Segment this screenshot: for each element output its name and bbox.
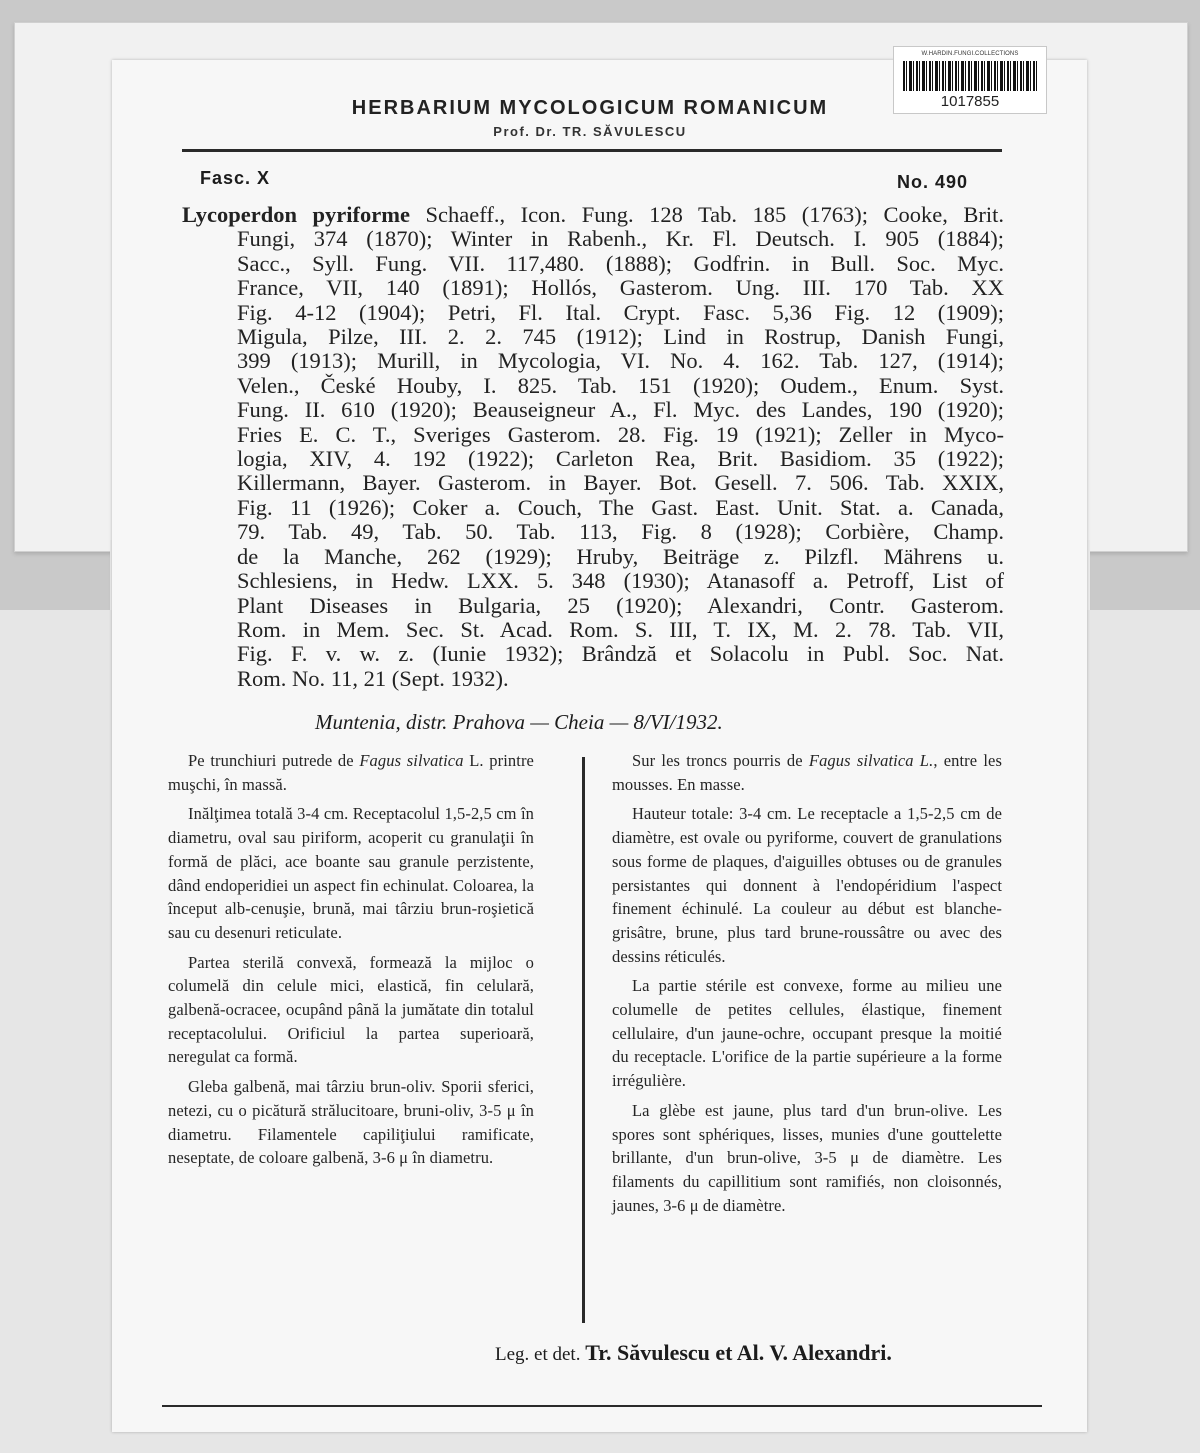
literature-line: Fungi, 374 (1870); Winter in Rabenh., Kr. Fl. Deutsch. I. 905 (1884); xyxy=(237,226,1004,252)
column-divider xyxy=(582,757,585,1323)
collector-line: Leg. et det. Tr. Săvulescu et Al. V. Alexandri. xyxy=(495,1340,892,1365)
literature-line: Schlesiens, in Hedw. LXX. 5. 348 (1930); Atanasoff a. Petroff, List of xyxy=(237,568,1004,594)
host-name: Fagus silvatica xyxy=(359,751,464,770)
literature-line: Fries E. C. T., Sveriges Gasterom. 28. Fig. 19 (1921); Zeller in Myco- xyxy=(237,421,1004,447)
habitat-paragraph-ro: Pe trunchiuri putrede de Fagus silvatica L. printre muşchi, în massă. xyxy=(168,751,534,794)
barcode-label xyxy=(893,46,1047,114)
barcode-caption: W.HARDIN.FUNGI.COLLECTIONS xyxy=(921,51,1019,57)
literature-line: Killermann, Bayer. Gasterom. in Bayer. Bot. Gesell. 7. 506. Tab. XXIX, xyxy=(237,470,1004,496)
footer-rule xyxy=(162,1405,1042,1407)
habitat-paragraph-fr: Sur les troncs pourris de Fagus silvatica L., entre les mousses. En masse. xyxy=(612,751,1002,794)
fascicle-label: Fasc. X xyxy=(200,168,271,188)
literature-line: de la Manche, 262 (1929); Hruby, Beiträge z. Pilzfl. Mährens u. xyxy=(237,543,1004,569)
literature-line: Fig. 4-12 (1904); Petri, Fl. Ital. Crypt. Fasc. 5,36 Fig. 12 (1909); xyxy=(237,299,1004,325)
barcode-number: 1017855 xyxy=(940,93,1000,110)
french-description xyxy=(612,749,1002,1223)
literature-block xyxy=(182,203,1004,691)
literature-line: Sacc., Syll. Fung. VII. 117,480. (1888); Godfrin. in Bull. Soc. Myc. xyxy=(237,250,1004,276)
literature-line: Fig. 11 (1926); Coker a. Couch, The Gast. East. Unit. Stat. a. Canada, xyxy=(237,494,1004,520)
description-paragraph-ro: Partea sterilă convexă, formează la mijloc o columelă din celule mici, elastică, fin celulară, galbenă-ocracee, ocupând până la jumătate din totalul receptacolului. Orificiul la partea superioară, neregulat ca formă. xyxy=(168,952,534,1067)
literature-line: Plant Diseases in Bulgaria, 25 (1920); Alexandri, Contr. Gasterom. xyxy=(237,592,1004,618)
barcode-image xyxy=(903,61,1037,91)
literature-line: Fig. F. v. w. z. (Iunie 1932); Brândză et Solacolu in Publ. Soc. Nat. xyxy=(237,641,1004,667)
literature-line: 399 (1913); Murill, in Mycologia, VI. No. 4. 162. Tab. 127, (1914); xyxy=(237,348,1004,374)
literature-line: Rom. No. 11, 21 (Sept. 1932). xyxy=(237,665,509,691)
specimen-number: No. 490 xyxy=(897,172,969,192)
description-paragraph-ro: Gleba galbenă, mai târziu brun-oliv. Sporii sferici, netezi, cu o picătură strălucitoare, bruni-oliv, 3-5 μ în diametru. Filamentele capiliţiului ramificate, neseptate, de coloare galbenă, 3-6 μ în diametru. xyxy=(168,1077,534,1168)
collector-names: Tr. Săvulescu et Al. V. Alexandri. xyxy=(585,1340,892,1365)
literature-line: Velen., České Houby, I. 825. Tab. 151 (1920); Oudem., Enum. Syst. xyxy=(237,372,1004,398)
literature-line: logia, XIV, 4. 192 (1922); Carleton Rea, Brit. Basidiom. 35 (1922); xyxy=(237,446,1004,472)
literature-line: 79. Tab. 49, Tab. 50. Tab. 113, Fig. 8 (1928); Corbière, Champ. xyxy=(237,519,1004,545)
header-rule xyxy=(182,149,1002,152)
literature-line: Lycoperdon pyriforme Schaeff., Icon. Fung. 128 Tab. 185 (1763); Cooke, Brit. xyxy=(182,202,1005,227)
description-paragraph-fr: Hauteur totale: 3-4 cm. Le receptacle a 1,5-2,5 cm de diamètre, est ovale ou pyriforme, couvert de granulations sous forme de plaques, d'aiguilles obtuses ou de granules persistantes qui donnent à l'endopéridium l'aspect finement échinulé. La couleur au début est blanche-grisâtre, brune, plus tard brune-roussâtre ou avec des dessins réticulés. xyxy=(612,804,1002,966)
herbarium-title: HERBARIUM MYCOLOGICUM ROMANICUM xyxy=(351,97,829,119)
description-paragraph-fr: La partie stérile est convexe, forme au milieu une columelle de petites cellules, élastique, finement cellulaire, d'un jaune-ochre, occupant presque la moitié du receptacle. L'orifice de la partie supérieure a la forme irrégulière. xyxy=(612,976,1002,1091)
literature-line: France, VII, 140 (1891); Hollós, Gasterom. Ung. III. 170 Tab. XX xyxy=(237,275,1004,301)
literature-line: Fung. II. 610 (1920); Beauseigneur A., Fl. Myc. des Landes, 190 (1920); xyxy=(237,397,1004,423)
description-paragraph-fr: La glèbe est jaune, plus tard d'un brun-olive. Les spores sont sphériques, lisses, munies d'une gouttelette brillante, d'un brun-olive, 3-5 μ de diamètre. Les filaments du capillitium sont ramifiés, non cloisonnés, jaunes, 3-6 μ de diamètre. xyxy=(612,1100,1002,1215)
host-name: Fagus silvatica L. xyxy=(808,751,934,770)
literature-line: Rom. in Mem. Sec. St. Acad. Rom. S. III, T. IX, M. 2. 78. Tab. VII, xyxy=(237,616,1004,642)
romanian-description xyxy=(168,749,534,1176)
description-paragraph-ro: Inălţimea totală 3-4 cm. Receptacolul 1,5-2,5 cm în diametru, oval sau piriform, acoperit cu granulaţii în formă de plăci, ace boante sau granule perzistente, dând endoperidiei un aspect fin echinulat. Coloarea, la început alb-cenuşie, brună, mai târziu brun-roşietică sau cu desenuri reticulate. xyxy=(168,804,534,942)
literature-line: Migula, Pilze, III. 2. 2. 745 (1912); Lind in Rostrup, Danish Fungi, xyxy=(237,324,1004,350)
herbarium-subtitle: Prof. Dr. TR. SĂVULESCU xyxy=(493,124,687,139)
locality-line: Muntenia, distr. Prahova — Cheia — 8/VI/1932. xyxy=(315,710,723,734)
species-name: Lycoperdon pyriforme xyxy=(182,202,410,227)
